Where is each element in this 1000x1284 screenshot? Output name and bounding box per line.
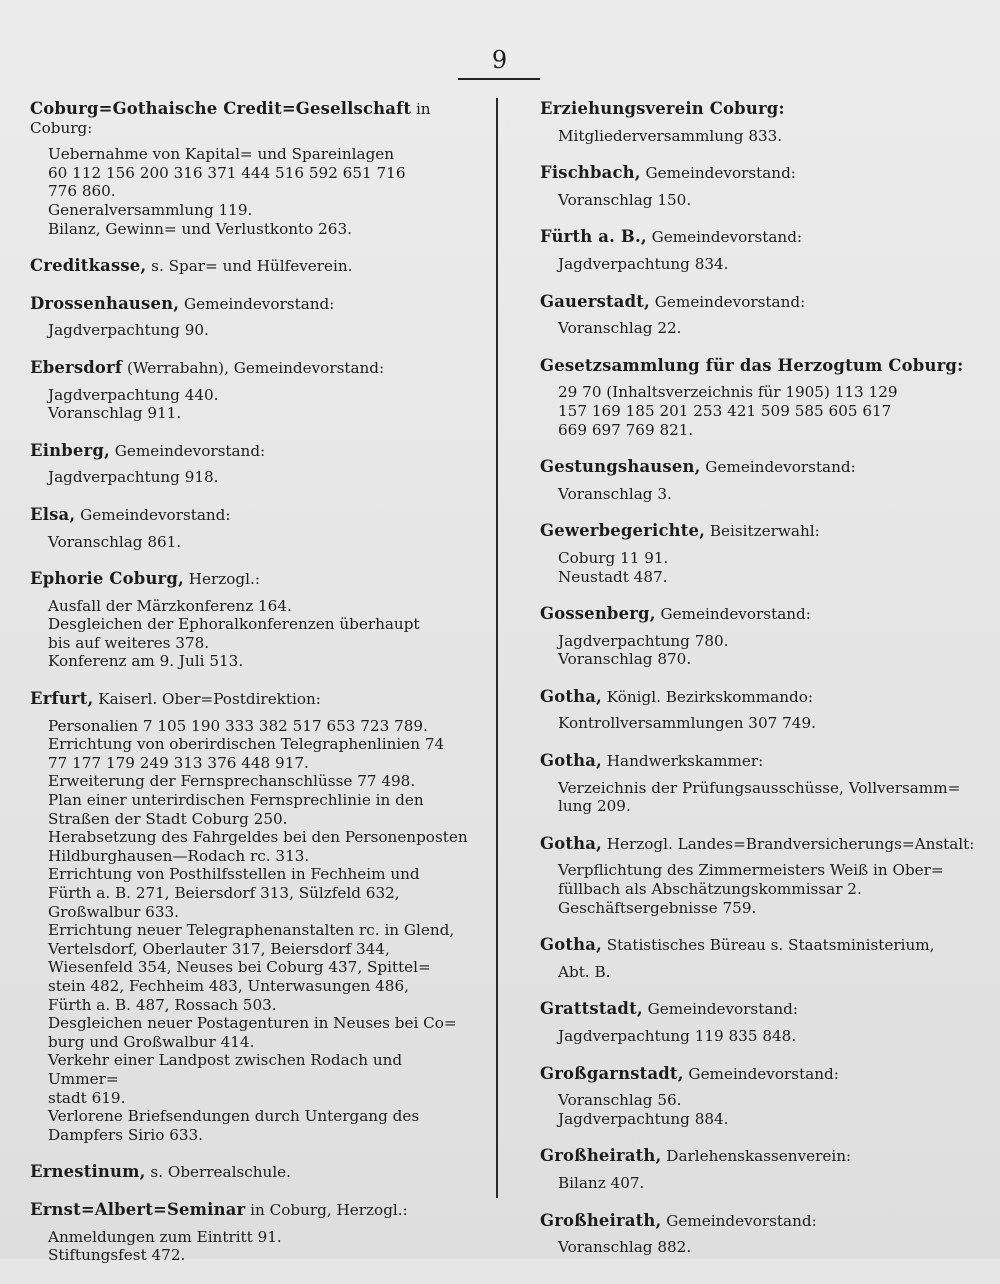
entry-line: Vertelsdorf, Oberlauter 317, Beiersdorf 344, xyxy=(48,939,390,958)
entry-title: Gotha, xyxy=(540,833,602,853)
entry-title: Großheirath, xyxy=(540,1210,662,1230)
index-entry xyxy=(540,752,976,816)
index-entry xyxy=(540,936,976,981)
entry-line: 157 169 185 201 253 421 509 585 605 617 xyxy=(558,401,892,420)
entry-line: Desgleichen neuer Postagenturen in Neuses bei Co= xyxy=(48,1014,457,1033)
entry-subtitle: Gemeindevorstand: xyxy=(75,505,231,524)
entry-heading xyxy=(540,1212,976,1231)
entry-subtitle: in Coburg: xyxy=(30,100,431,137)
entry-subtitle: Gemeindevorstand: xyxy=(700,458,856,477)
entry-line: füllbach als Abschätzungskommissar 2. xyxy=(558,880,862,899)
entry-line: Neustadt 487. xyxy=(558,567,668,586)
entry-line: Errichtung von oberirdischen Telegraphenlinien 74 xyxy=(48,735,445,754)
entry-line: Uebernahme von Kapital= und Spareinlagen xyxy=(48,145,395,164)
entry-line: Verpflichtung des Zimmermeisters Weiß in Ober= xyxy=(558,861,944,880)
entry-title: Drossenhausen, xyxy=(30,293,180,313)
index-entry xyxy=(540,1000,976,1045)
index-entry xyxy=(540,357,976,439)
entry-line: bis auf weiteres 378. xyxy=(48,633,210,652)
entry-heading xyxy=(30,257,476,276)
entry-title: Ebersdorf xyxy=(30,357,123,377)
entry-line: Bilanz, Gewinn= und Verlustkonto 263. xyxy=(48,219,352,238)
index-entry xyxy=(540,100,976,145)
entry-heading xyxy=(540,293,976,312)
entry-subtitle: s. Oberrealschule. xyxy=(145,1163,291,1182)
entry-title: Gotha, xyxy=(540,751,602,771)
entry-line: Jagdverpachtung 119 835 848. xyxy=(558,1027,797,1045)
entry-title: Gossenberg, xyxy=(540,604,656,624)
entry-line: Voranschlag 911. xyxy=(48,404,182,423)
index-entry xyxy=(540,522,976,586)
entry-heading xyxy=(540,100,976,119)
entry-subtitle: Beisitzerwahl: xyxy=(705,522,820,541)
entry-line: Erweiterung der Fernsprechanschlüsse 77 498. xyxy=(48,772,416,791)
entry-line: Abt. B. xyxy=(558,962,611,981)
entry-line: Großwalbur 633. xyxy=(48,902,179,921)
index-entry xyxy=(540,1212,976,1257)
entry-subtitle: Königl. Bezirkskommando: xyxy=(601,687,813,706)
entry-heading xyxy=(30,1201,476,1220)
entry-subtitle: Gemeindevorstand: xyxy=(179,294,335,313)
entry-line: Hildburghausen—Rodach rc. 313. xyxy=(48,846,310,865)
entry-title: Gotha, xyxy=(540,686,602,706)
entry-line: Kontrollversammlungen 307 749. xyxy=(558,714,816,733)
index-entry xyxy=(30,1163,476,1182)
entry-title: Ephorie Coburg, xyxy=(30,569,184,589)
entry-line: Voranschlag 3. xyxy=(558,484,672,503)
entry-heading xyxy=(30,442,476,461)
entry-heading xyxy=(540,835,976,854)
index-entry xyxy=(540,835,976,917)
entry-heading xyxy=(30,1163,476,1182)
entry-subtitle: Statistisches Büreau s. Staatsministerium, xyxy=(601,936,935,955)
entry-title: Erfurt, xyxy=(30,689,94,709)
index-entry xyxy=(540,293,976,338)
entry-line: Fürth a. B. 271, Beiersdorf 313, Sülzfeld 632, xyxy=(48,884,400,902)
entry-line: Voranschlag 56. xyxy=(558,1091,682,1110)
entry-line: Konferenz am 9. Juli 513. xyxy=(48,652,244,671)
entry-subtitle: Darlehenskassenverein: xyxy=(661,1147,852,1166)
entry-line: Jagdverpachtung 90. xyxy=(48,321,209,340)
entry-line: lung 209. xyxy=(558,797,631,816)
entry-line: Stiftungsfest 472. xyxy=(48,1246,186,1265)
entry-line: Herabsetzung des Fahrgeldes bei den Personenposten xyxy=(48,828,468,847)
entry-line: 29 70 (Inhaltsverzeichnis für 1905) 113 129 xyxy=(558,383,898,402)
entry-line: Personalien 7 105 190 333 382 517 653 723 789. xyxy=(48,716,428,735)
entry-line: Jagdverpachtung 884. xyxy=(558,1109,729,1128)
index-entry xyxy=(540,1065,976,1129)
entry-heading xyxy=(30,295,476,314)
column-divider xyxy=(496,98,498,1198)
entry-line: Verkehr einer Landpost zwischen Rodach und Ummer= xyxy=(48,1051,403,1088)
entry-heading xyxy=(540,164,976,183)
index-entry xyxy=(30,295,476,340)
entry-subtitle: Gemeindevorstand: xyxy=(642,1000,799,1019)
entry-subtitle: in Coburg, Herzogl.: xyxy=(245,1200,408,1219)
entry-line: Desgleichen der Ephoralkonferenzen überhaupt xyxy=(48,615,420,634)
entry-title: Coburg=Gothaische Credit=Gesellschaft xyxy=(30,99,412,118)
entry-title: Gesetzsammlung für das Herzogtum Coburg: xyxy=(540,355,964,375)
entry-title: Gewerbegerichte, xyxy=(540,521,706,541)
entry-heading xyxy=(540,228,976,247)
entry-line: Errichtung neuer Telegraphenanstalten rc. in Glend, xyxy=(48,921,455,940)
index-entry xyxy=(540,1147,976,1192)
entry-title: Creditkasse, xyxy=(30,256,147,276)
entry-title: Ernestinum, xyxy=(30,1162,146,1182)
entry-line: Generalversammlung 119. xyxy=(48,200,253,219)
entry-subtitle: Herzogl. Landes=Brandversicherungs=Anstalt: xyxy=(601,834,975,853)
index-entry xyxy=(540,228,976,273)
entry-heading xyxy=(540,605,976,624)
left-column xyxy=(30,100,476,1284)
entry-line: Geschäftsergebnisse 759. xyxy=(558,898,757,917)
entry-heading xyxy=(540,522,976,541)
entry-subtitle: Gemeindevorstand: xyxy=(661,1211,817,1230)
entry-line: Jagdverpachtung 834. xyxy=(558,254,729,273)
entry-title: Fürth a. B., xyxy=(540,227,647,247)
entry-title: Erziehungsverein Coburg: xyxy=(540,99,785,118)
entry-line: Voranschlag 22. xyxy=(558,319,682,338)
index-entry xyxy=(540,458,976,503)
entry-line: Mitgliederversammlung 833. xyxy=(558,126,783,145)
entry-subtitle: Kaiserl. Ober=Postdirektion: xyxy=(93,690,321,709)
page-number: 9 xyxy=(491,46,509,74)
entry-title: Gestungshausen, xyxy=(540,457,701,477)
entry-line: Bilanz 407. xyxy=(558,1173,645,1192)
entry-heading xyxy=(30,506,476,525)
entry-line: Voranschlag 882. xyxy=(558,1238,692,1257)
entry-line: Dampfers Sirio 633. xyxy=(48,1125,204,1144)
entry-title: Elsa, xyxy=(30,504,76,524)
entry-line: Verlorene Briefsendungen durch Untergang des xyxy=(48,1107,420,1126)
entry-line: 77 177 179 249 313 376 448 917. xyxy=(48,753,309,772)
entry-heading xyxy=(540,936,976,955)
entry-subtitle: Herzogl.: xyxy=(183,570,260,589)
entry-line: 60 112 156 200 316 371 444 516 592 651 716 xyxy=(48,163,406,182)
index-entry xyxy=(30,100,476,238)
entry-line: Anmeldungen zum Eintritt 91. xyxy=(48,1227,282,1246)
entry-subtitle: (Werrabahn), Gemeindevorstand: xyxy=(122,358,385,377)
index-entry xyxy=(30,359,476,423)
entry-title: Grattstadt, xyxy=(540,999,643,1019)
entry-heading xyxy=(540,752,976,771)
index-entry xyxy=(540,688,976,733)
entry-heading xyxy=(30,100,476,137)
entry-heading xyxy=(30,359,476,378)
entry-line: Errichtung von Posthilfsstellen in Fechheim und xyxy=(48,865,420,884)
index-entry xyxy=(30,690,476,1144)
index-entry xyxy=(30,257,476,276)
entry-subtitle: Gemeindevorstand: xyxy=(640,164,796,183)
entry-line: Jagdverpachtung 440. xyxy=(48,385,219,404)
page-number-rule xyxy=(458,78,540,80)
entry-subtitle: Handwerkskammer: xyxy=(601,752,764,771)
entry-line: Fürth a. B. 487, Rossach 503. xyxy=(48,995,277,1014)
entry-line: Coburg 11 91. xyxy=(558,548,669,567)
entry-line: Voranschlag 150. xyxy=(558,190,692,209)
entry-heading xyxy=(540,1147,976,1166)
entry-subtitle: Gemeindevorstand: xyxy=(646,228,803,247)
entry-line: Jagdverpachtung 918. xyxy=(48,468,219,487)
entry-line: Wiesenfeld 354, Neuses bei Coburg 437, Spittel= xyxy=(48,958,431,977)
entry-line: 776 860. xyxy=(48,182,116,201)
index-entry xyxy=(30,1201,476,1265)
entry-line: Jagdverpachtung 780. xyxy=(558,631,729,650)
entry-heading xyxy=(540,1065,976,1084)
entry-heading xyxy=(540,458,976,477)
entry-line: Straßen der Stadt Coburg 250. xyxy=(48,809,288,828)
entry-title: Fischbach, xyxy=(540,163,641,183)
entry-subtitle: Gemeindevorstand: xyxy=(649,292,806,311)
entry-line: stadt 619. xyxy=(48,1088,126,1107)
entry-title: Großheirath, xyxy=(540,1146,662,1166)
entry-title: Gotha, xyxy=(540,935,602,955)
entry-title: Ernst=Albert=Seminar xyxy=(30,1199,246,1219)
entry-line: 669 697 769 821. xyxy=(558,420,694,439)
entry-subtitle: Gemeindevorstand: xyxy=(109,441,266,460)
right-column xyxy=(540,100,976,1276)
index-entry xyxy=(540,164,976,209)
entry-subtitle: Gemeindevorstand: xyxy=(655,605,811,624)
entry-subtitle: s. Spar= und Hülfeverein. xyxy=(146,257,353,276)
entry-subtitle: Gemeindevorstand: xyxy=(683,1064,839,1083)
entry-heading xyxy=(540,1000,976,1019)
entry-line: Voranschlag 870. xyxy=(558,650,692,669)
entry-title: Großgarnstadt, xyxy=(540,1063,684,1083)
entry-line: Verzeichnis der Prüfungsausschüsse, Vollversamm= xyxy=(558,778,961,797)
entry-line: Ausfall der Märzkonferenz 164. xyxy=(48,596,292,615)
index-entry xyxy=(30,570,476,671)
entry-title: Einberg, xyxy=(30,440,110,460)
entry-heading xyxy=(30,690,476,709)
entry-title: Gauerstadt, xyxy=(540,291,650,311)
index-entry xyxy=(30,506,476,551)
entry-line: Voranschlag 861. xyxy=(48,532,182,551)
entry-line: Plan einer unterirdischen Fernsprechlinie in den xyxy=(48,791,424,810)
entry-heading xyxy=(540,357,976,376)
entry-heading xyxy=(30,570,476,589)
entry-line: burg und Großwalbur 414. xyxy=(48,1032,255,1051)
entry-line: stein 482, Fechheim 483, Unterwasungen 486, xyxy=(48,976,409,995)
index-entry xyxy=(30,442,476,487)
index-entry xyxy=(540,605,976,669)
entry-heading xyxy=(540,688,976,707)
